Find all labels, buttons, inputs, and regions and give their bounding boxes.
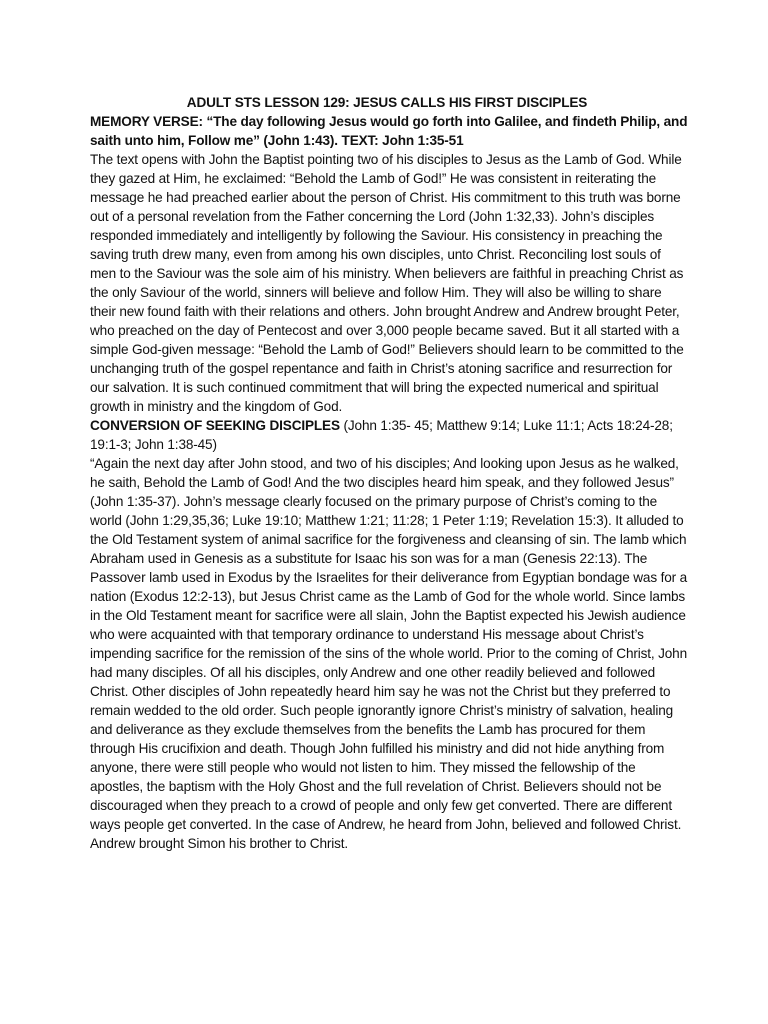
section-references: (John 1:35- 45; Matthew 9:14; Luke 11:1; Acts 18:24-28; 19:1-3; John 1:38-45) [90,418,673,452]
document-page [90,93,690,853]
section-paragraph: “Again the next day after John stood, and two of his disciples; And looking upon Jesus as he walked, he saith, Behold the Lamb of God! And the two disciples heard him speak, and they followed Jesus” (John 1:35-37). John’s message clearly focused on the primary purpose of Christ’s coming to the world (John 1:29,35,36; Luke 19:10; Matthew 1:21; 11:28; 1 Peter 1:19; Revelation 15:3). It alluded to the Old Testament system of animal sacrifice for the forgiveness and cleansing of sin. The lamb which Abraham used in Genesis as a substitute for Isaac his son was for a man (Genesis 22:13). The Passover lamb used in Exodus by the Israelites for their deliverance from Egyptian bondage was for a nation (Exodus 12:2-13), but Jesus Christ came as the Lamb of God for the whole world. Since lambs in the Old Testament meant for sacrifice were all slain, John the Baptist expected his Jewish audience who were acquainted with that temporary ordinance to understand His message about Christ’s impending sacrifice for the remission of the sins of the whole world. Prior to the coming of Christ, John had many disciples. Of all his disciples, only Andrew and one other readily believed and followed Christ. Other disciples of John repeatedly heard him say he was not the Christ but they preferred to remain wedded to the old order. Such people ignorantly ignore Christ’s ministry of salvation, healing and deliverance as they exclude themselves from the benefits the Lamb has procured for them through His crucifixion and death. Though John fulfilled his ministry and did not hide anything from anyone, there were still people who would not listen to him. They missed the fellowship of the apostles, the baptism with the Holy Ghost and the full revelation of Christ. Believers should not be discouraged when they preach to a crowd of people and only few get converted. There are different ways people get converted. In the case of Andrew, he heard from John, believed and followed Christ. Andrew brought Simon his brother to Christ. [90,456,688,851]
memory-verse [90,112,690,150]
section-heading: CONVERSION OF SEEKING DISCIPLES [90,418,340,433]
lesson-title: ADULT STS LESSON 129: JESUS CALLS HIS FIRST DISCIPLES [186,95,588,110]
intro-paragraph: The text opens with John the Baptist pointing two of his disciples to Jesus as the Lamb of God. While they gazed at Him, he exclaimed: “Behold the Lamb of God!” He was consistent in reiterating the message he had preached earlier about the person of Christ. His commitment to this truth was borne out of a personal revelation from the Father concerning the Lord (John 1:32,33). John’s disciples responded immediately and intelligently by following the Saviour. His consistency in preaching the saving truth drew many, even from among his own disciples, unto Christ. Reconciling lost souls of men to the Saviour was the sole aim of his ministry. When believers are faithful in preaching Christ as the only Saviour of the world, sinners will believe and follow Him. They will also be willing to share their new found faith with their relations and others. John brought Andrew and Andrew brought Peter, who preached on the day of Pentecost and over 3,000 people became saved. But it all started with a simple God-given message: “Behold the Lamb of God!” Believers should learn to be committed to the unchanging truth of the gospel repentance and faith in Christ’s atoning sacrifice and resurrection for our salvation. It is such continued commitment that will bring the expected numerical and spiritual growth in ministry and the kingdom of God. [90,152,684,414]
memory-verse-text: MEMORY VERSE: “The day following Jesus would go forth into Galilee, and findeth Philip, and saith unto him, Follow me” (John 1:43). TEXT: John 1:35-51 [90,114,688,148]
section-conversion [90,416,690,454]
